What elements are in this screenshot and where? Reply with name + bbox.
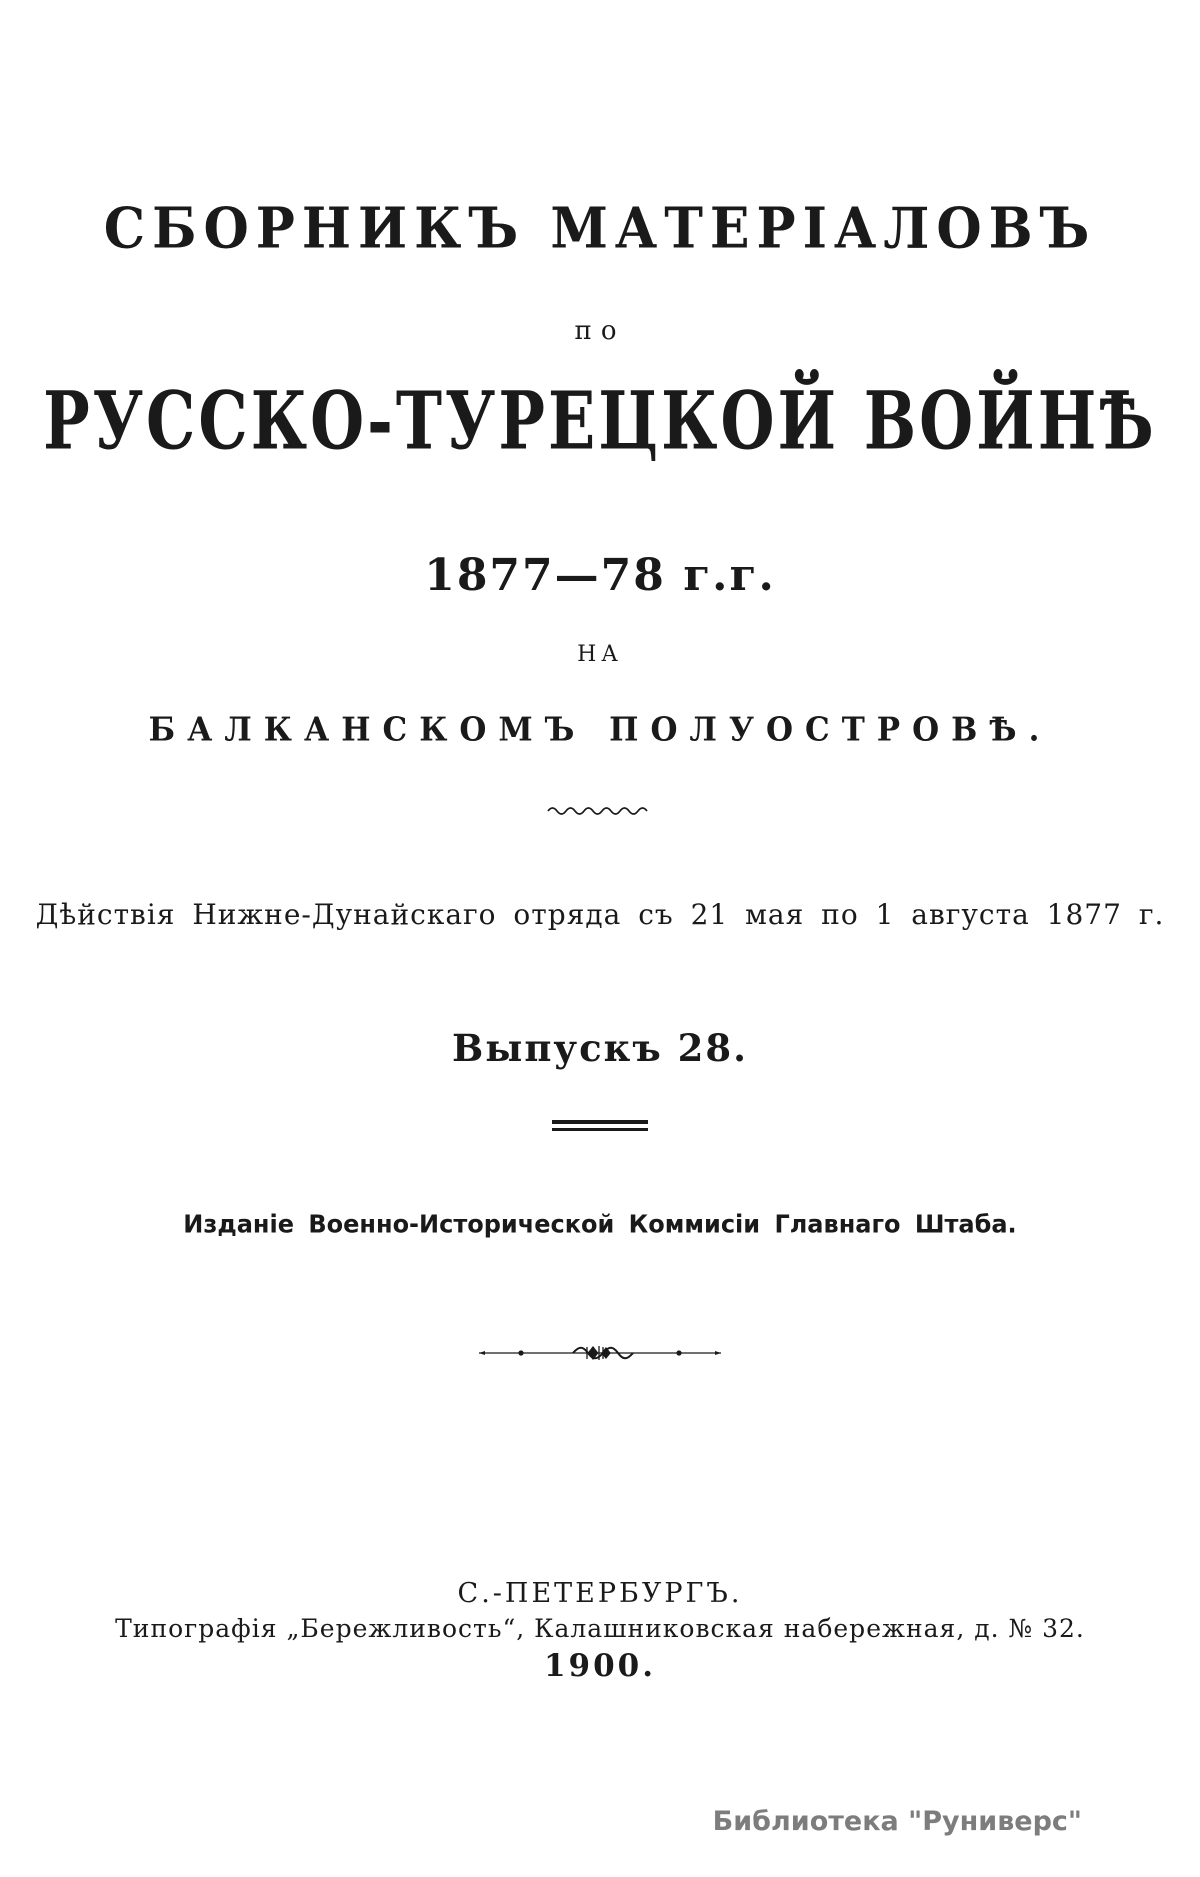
imprint-printer: Типографія „Бережливость“, Калашниковская набережная, д. № 32. [115,1614,1085,1643]
library-watermark: Библиотека "Руниверс" [712,1806,1082,1837]
squiggle-icon [545,804,655,818]
war-years: 1877—78 г.г. [424,550,776,601]
imprint-year: 1900. [543,1648,657,1684]
double-rule-icon [552,1120,648,1131]
imprint-city: С.-ПЕТЕРБУРГЪ. [457,1578,743,1609]
wavy-rule-ornament [0,800,1200,819]
ornament-icon [475,1344,725,1362]
publisher-line: Изданіе Военно-Исторической Коммисіи Главнаго Штаба. [183,1209,1017,1239]
preposition-na: НА [577,642,623,667]
preposition-po: по [574,316,626,346]
subtitle-peninsula: БАЛКАНСКОМЪ ПОЛУОСТРОВѢ. [148,711,1052,749]
issue-number: Выпускъ 28. [451,1026,748,1070]
decorative-rule-ornament [0,1342,1200,1362]
series-title: СБОРНИКЪ МАТЕРІАЛОВЪ [103,195,1097,262]
issue-description: Дѣйствія Нижне-Дунайскаго отряда съ 21 мая по 1 августа 1877 г. [35,898,1165,931]
main-title [0,374,1200,468]
main-title-text: РУССКО-ТУРЕЦКОЙ ВОЙНѢ [43,374,1157,468]
double-rule-divider [0,1120,1200,1131]
